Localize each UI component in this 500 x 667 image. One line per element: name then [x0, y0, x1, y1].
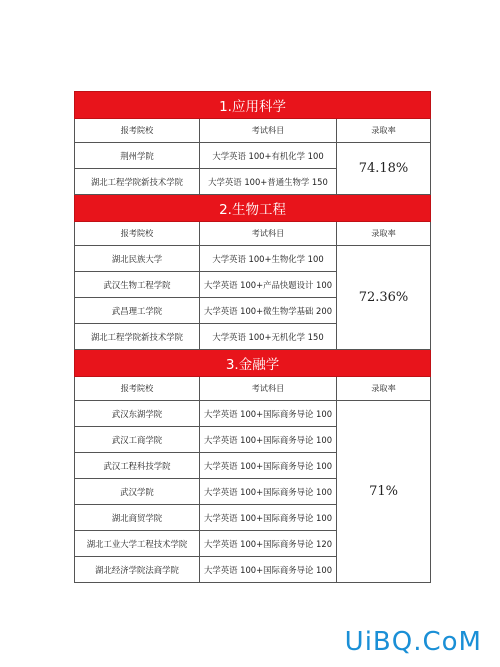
table-row: [75, 246, 431, 272]
column-header-school: 报考院校: [75, 119, 200, 143]
rate-cell: 71%: [337, 401, 431, 583]
school-cell: 湖北商贸学院: [75, 505, 200, 531]
subjects-cell: 大学英语 100+微生物学基础 200: [200, 298, 337, 324]
subjects-cell: 大学英语 100+国际商务导论 120: [200, 531, 337, 557]
school-cell: 武汉生物工程学院: [75, 272, 200, 298]
column-header-school: 报考院校: [75, 222, 200, 246]
subjects-cell: 大学英语 100+国际商务导论 100: [200, 479, 337, 505]
table-row: [75, 143, 431, 169]
column-header-rate: 录取率: [337, 119, 431, 143]
section-title: 1.应用科学: [75, 92, 431, 119]
column-header-row: [75, 119, 431, 143]
subjects-cell: 大学英语 100+生物化学 100: [200, 246, 337, 272]
section-title: 3.金融学: [75, 350, 431, 377]
school-cell: 湖北经济学院法商学院: [75, 557, 200, 583]
section-header: [75, 195, 431, 222]
admission-table: [74, 91, 431, 583]
watermark-logo: UiBQ.CoM: [344, 627, 482, 657]
school-cell: 武汉工商学院: [75, 427, 200, 453]
school-cell: 湖北工程学院新技术学院: [75, 324, 200, 350]
subjects-cell: 大学英语 100+国际商务导论 100: [200, 557, 337, 583]
school-cell: 湖北民族大学: [75, 246, 200, 272]
subjects-cell: 大学英语 100+产品快题设计 100: [200, 272, 337, 298]
school-cell: 武汉东湖学院: [75, 401, 200, 427]
section-header: [75, 350, 431, 377]
column-header-row: [75, 377, 431, 401]
column-header-rate: 录取率: [337, 377, 431, 401]
school-cell: 荆州学院: [75, 143, 200, 169]
subjects-cell: 大学英语 100+国际商务导论 100: [200, 505, 337, 531]
column-header-row: [75, 222, 431, 246]
school-cell: 武汉工程科技学院: [75, 453, 200, 479]
subjects-cell: 大学英语 100+有机化学 100: [200, 143, 337, 169]
subjects-cell: 大学英语 100+普通生物学 150: [200, 169, 337, 195]
subjects-cell: 大学英语 100+国际商务导论 100: [200, 427, 337, 453]
column-header-rate: 录取率: [337, 222, 431, 246]
school-cell: 武昌理工学院: [75, 298, 200, 324]
rate-cell: 74.18%: [337, 143, 431, 195]
rate-cell: 72.36%: [337, 246, 431, 350]
admission-table-document: [74, 91, 430, 583]
subjects-cell: 大学英语 100+国际商务导论 100: [200, 453, 337, 479]
section-header: [75, 92, 431, 119]
school-cell: 湖北工业大学工程技术学院: [75, 531, 200, 557]
table-row: [75, 401, 431, 427]
column-header-subjects: 考试科目: [200, 119, 337, 143]
column-header-school: 报考院校: [75, 377, 200, 401]
column-header-subjects: 考试科目: [200, 377, 337, 401]
column-header-subjects: 考试科目: [200, 222, 337, 246]
subjects-cell: 大学英语 100+无机化学 150: [200, 324, 337, 350]
subjects-cell: 大学英语 100+国际商务导论 100: [200, 401, 337, 427]
school-cell: 湖北工程学院新技术学院: [75, 169, 200, 195]
school-cell: 武汉学院: [75, 479, 200, 505]
section-title: 2.生物工程: [75, 195, 431, 222]
